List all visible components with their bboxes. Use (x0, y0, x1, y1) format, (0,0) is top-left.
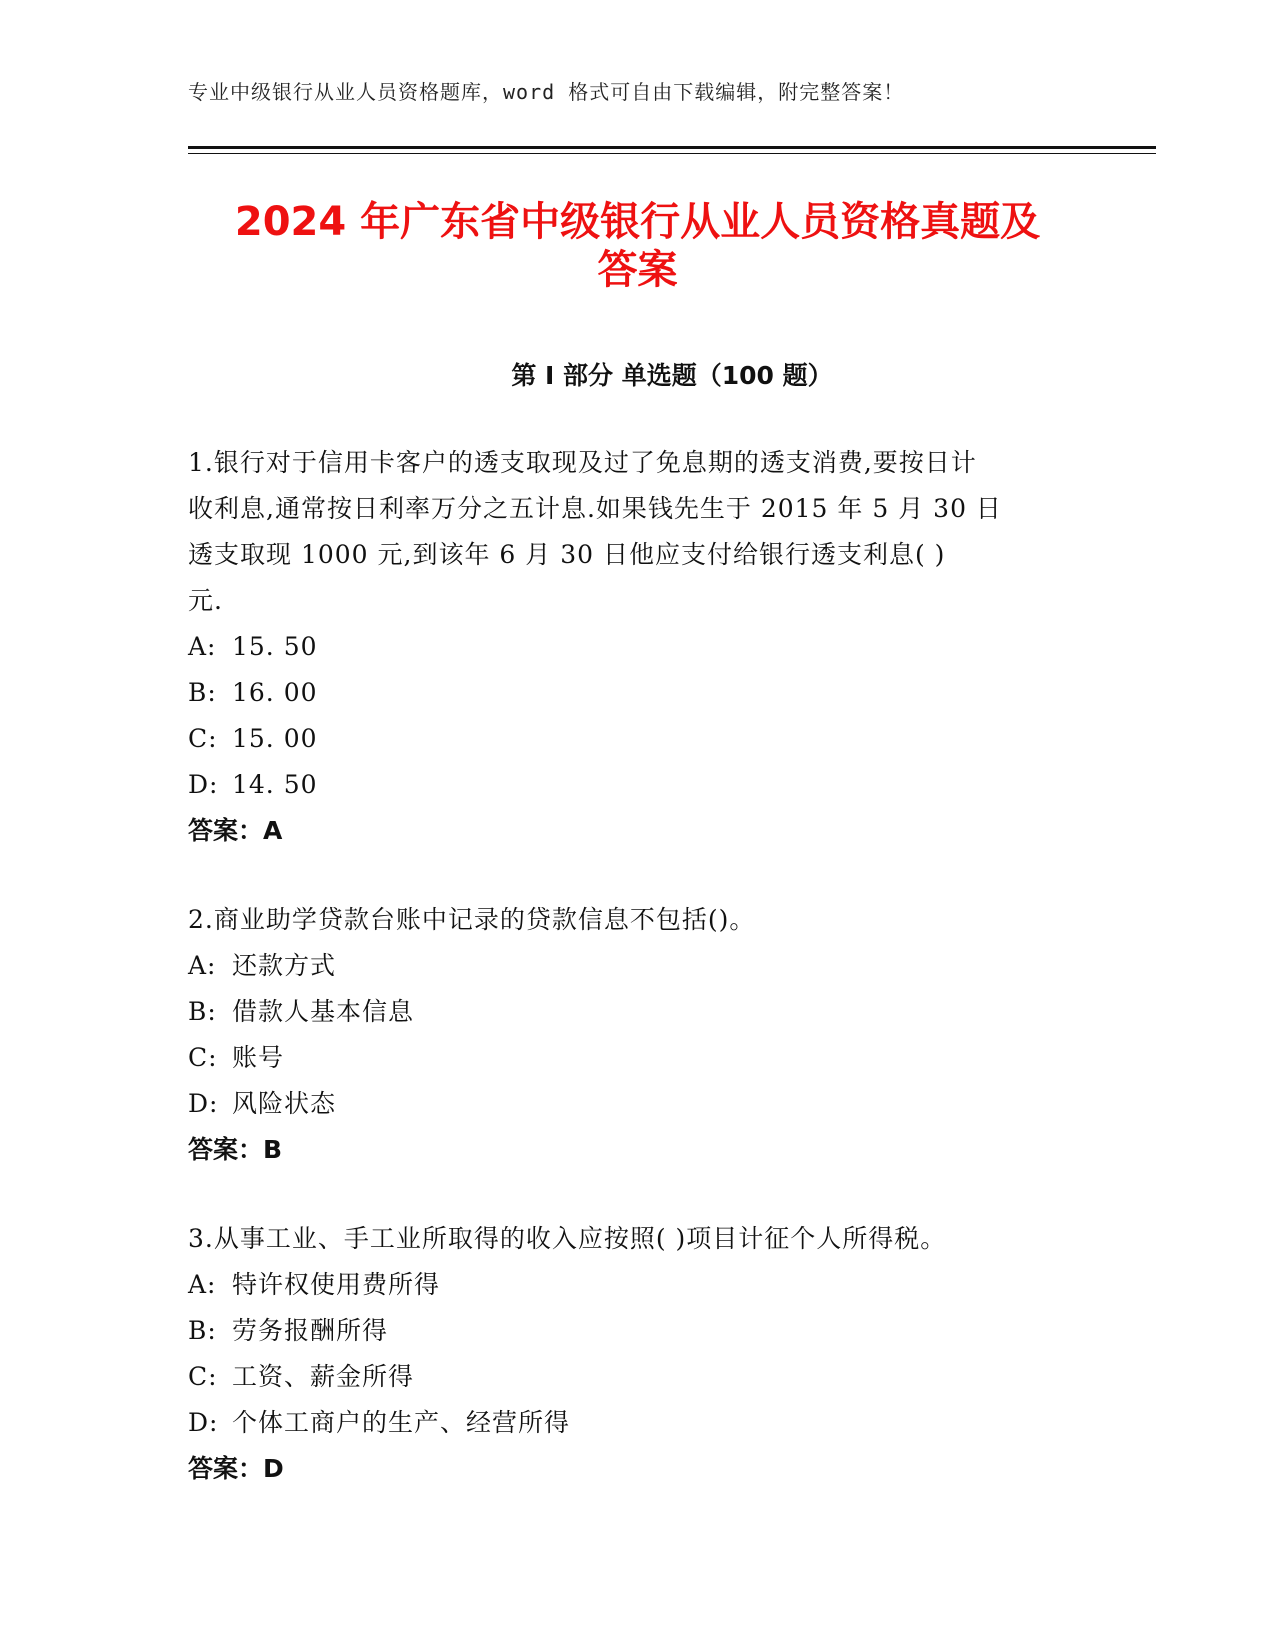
answer-line: 答案：A (188, 816, 283, 845)
option-a (188, 624, 1088, 670)
option-b (188, 670, 1088, 716)
question-stem-line: 元. (188, 586, 223, 615)
answer-line: 答案：D (188, 1454, 284, 1483)
header-divider-thick (188, 146, 1156, 149)
option-text: 工资、薪金所得 (232, 1362, 415, 1391)
question-list (188, 440, 1088, 1535)
question-stem-line: 收利息,通常按日利率万分之五计息.如果钱先生于 2015 年 5 月 30 日 (188, 494, 1002, 523)
answer-line: 答案：B (188, 1135, 283, 1164)
option-text: 14. 50 (232, 770, 318, 799)
option-d (188, 762, 1088, 808)
option-key: C: (188, 1362, 218, 1391)
option-key: A: (188, 1270, 217, 1299)
option-a (188, 943, 1088, 989)
option-text: 16. 00 (232, 678, 318, 707)
option-c (188, 1035, 1088, 1081)
option-key: A: (188, 632, 217, 661)
option-key: D: (188, 1408, 219, 1437)
question-stem (188, 1216, 1088, 1262)
option-key: B: (188, 1316, 217, 1345)
option-key: C: (188, 724, 218, 753)
option-key: B: (188, 997, 217, 1026)
question-stem-line: 2.商业助学贷款台账中记录的贷款信息不包括()。 (188, 905, 756, 934)
option-text: 劳务报酬所得 (232, 1316, 389, 1345)
option-text: 账号 (232, 1043, 285, 1072)
document-title (120, 198, 1155, 294)
option-key: C: (188, 1043, 218, 1072)
option-text: 个体工商户的生产、经营所得 (232, 1408, 571, 1437)
question-stem-line: 3.从事工业、手工业所取得的收入应按照( )项目计征个人所得税。 (188, 1224, 947, 1253)
option-c (188, 1354, 1088, 1400)
option-key: D: (188, 1089, 219, 1118)
option-a (188, 1262, 1088, 1308)
document-title-line-1: 2024 年广东省中级银行从业人员资格真题及 (234, 199, 1041, 245)
option-text: 特许权使用费所得 (232, 1270, 441, 1299)
option-text: 15. 00 (232, 724, 318, 753)
option-c (188, 716, 1088, 762)
option-text: 15. 50 (232, 632, 318, 661)
option-text: 风险状态 (232, 1089, 337, 1118)
option-b (188, 1308, 1088, 1354)
option-key: A: (188, 951, 217, 980)
document-title-line-2: 答案 (597, 247, 678, 293)
header-divider-thin (188, 153, 1156, 154)
option-b (188, 989, 1088, 1035)
option-d (188, 1400, 1088, 1446)
question-stem-line: 透支取现 1000 元,到该年 6 月 30 日他应支付给银行透支利息( ) (188, 540, 946, 569)
option-d (188, 1081, 1088, 1127)
question-2 (188, 897, 1088, 1173)
question-stem-line: 1.银行对于信用卡客户的透支取现及过了免息期的透支消费,要按日计 (188, 448, 977, 477)
option-text: 借款人基本信息 (232, 997, 415, 1026)
section-title: 第 I 部分 单选题（100 题） (511, 361, 833, 390)
question-stem (188, 897, 1088, 943)
option-key: B: (188, 678, 217, 707)
question-stem (188, 440, 1088, 624)
option-text: 还款方式 (232, 951, 337, 980)
question-3 (188, 1216, 1088, 1492)
question-1 (188, 440, 1088, 854)
option-key: D: (188, 770, 219, 799)
header-note: 专业中级银行从业人员资格题库，word 格式可自由下载编辑，附完整答案！ (188, 80, 905, 104)
